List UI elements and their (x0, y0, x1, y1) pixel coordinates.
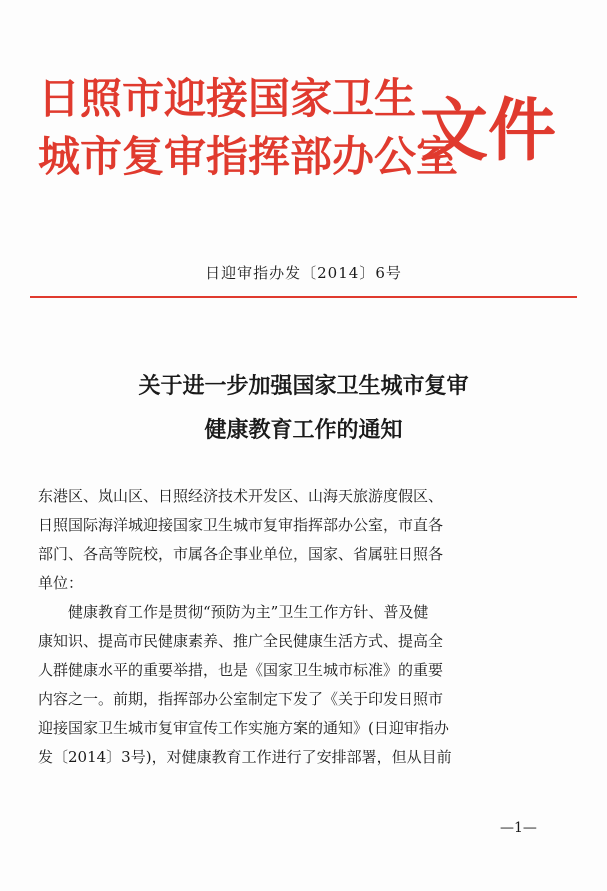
document-body (38, 482, 573, 772)
title-line-2: 健康教育工作的通知 (204, 417, 403, 443)
body-line: 健康教育工作是贯彻“预防为主”卫生工作方针、普及健 (38, 603, 429, 621)
issuing-organization (38, 70, 459, 186)
body-line: 东港区、岚山区、日照经济技术开发区、山海天旅游度假区、 (38, 487, 444, 505)
red-divider-line (30, 296, 577, 298)
organization-line-2: 城市复审指挥部办公室 (38, 132, 459, 181)
body-line: 迎接国家卫生城市复审宣传工作实施方案的通知》(日迎审指办 (38, 719, 449, 737)
body-line: 人群健康水平的重要举措，也是《国家卫生城市标准》的重要 (38, 661, 444, 679)
body-line: 日照国际海洋城迎接国家卫生城市复审指挥部办公室，市直各 (38, 516, 444, 534)
body-line: 发〔2014〕3号)，对健康教育工作进行了安排部署，但从目前 (38, 748, 452, 766)
body-line: 单位： (38, 574, 84, 592)
document-number: 日迎审指办发〔2014〕6号 (205, 264, 402, 282)
organization-line-1: 日照市迎接国家卫生 (38, 74, 417, 123)
body-line: 康知识、提高市民健康素养、推广全民健康生活方式、提高全 (38, 632, 444, 650)
body-line: 部门、各高等院校，市属各企事业单位，国家、省属驻日照各 (38, 545, 444, 563)
document-title (0, 364, 607, 452)
page-number: —1— (500, 820, 537, 836)
title-line-1: 关于进一步加强国家卫生城市复审 (138, 373, 469, 399)
body-line: 内容之一。前期，指挥部办公室制定下发了《关于印发日照市 (38, 690, 444, 708)
document-type-label: 文件 (420, 92, 557, 171)
